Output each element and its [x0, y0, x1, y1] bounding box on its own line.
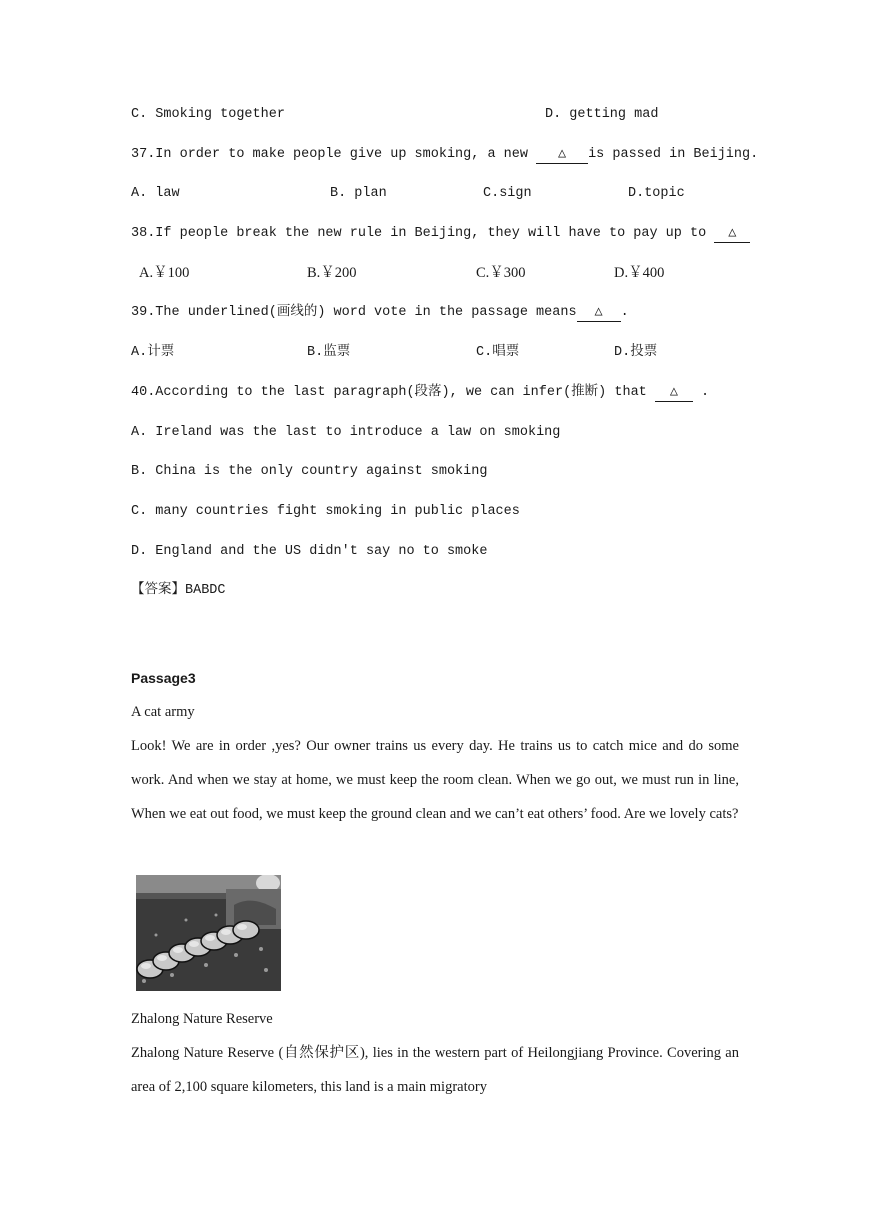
q39-stem-text: 39.The underlined(画线的) word vote in the passage means [131, 305, 577, 320]
answer-key: 【答案】BABDC [131, 583, 226, 598]
q38-option-c: C.￥300 [476, 265, 526, 281]
cat-army-photo [136, 875, 281, 991]
q40-option-c: C. many countries fight smoking in public places [131, 504, 520, 519]
q37-stem-text: 37.In order to make people give up smoking, a new [131, 147, 537, 162]
q39-stem [131, 304, 629, 322]
passage-title: A cat army [131, 704, 195, 720]
q39-option-a: A.计票 [131, 345, 175, 360]
q38-option-a: A.￥100 [139, 265, 190, 281]
q37-option-b: B. plan [330, 186, 387, 201]
q37-blank: △ [536, 147, 588, 164]
q39-blank: △ [577, 305, 621, 322]
q38-blank: △ [714, 226, 750, 243]
q37-option-d: D.topic [628, 186, 685, 201]
passage-heading: Passage3 [131, 670, 196, 686]
q36-option-c: C. Smoking together [131, 107, 285, 122]
q40-option-a: A. Ireland was the last to introduce a law on smoking [131, 425, 561, 440]
q40-option-b: B. China is the only country against smoking [131, 464, 488, 479]
q39-option-d: D.投票 [614, 345, 658, 360]
section-title-zhalong: Zhalong Nature Reserve [131, 1011, 273, 1027]
q40-blank: △ [655, 385, 693, 402]
passage-body: Look! We are in order ,yes? Our owner trains us every day. He trains us to catch mice and do some work. And when we stay at home, we must keep the room clean. When we go out, we must run in line, When we eat out food, we must keep the ground clean and we can’t eat others’ food. Are we lovely cats? [131, 738, 739, 822]
q39-option-b: B.监票 [307, 345, 351, 360]
q37-stem-end: is passed in Beijing. [588, 147, 759, 162]
q40-stem-end: . [692, 385, 710, 400]
q37-stem [131, 146, 758, 164]
q40-option-d: D. England and the US didn't say no to smoke [131, 544, 488, 559]
cat-army-photo-graphic [136, 875, 281, 991]
q40-stem-text: 40.According to the last paragraph(段落), we can infer(推断) that [131, 385, 655, 400]
q38-option-d: D.￥400 [614, 265, 665, 281]
q39-option-c: C.唱票 [476, 345, 520, 360]
q39-stem-end: . [620, 305, 629, 320]
q38-stem [131, 225, 750, 243]
section-body-zhalong: Zhalong Nature Reserve (自然保护区), lies in the western part of Heilongjiang Province. Covering an area of 2,100 square kilometers, this land is a main migratory [131, 1045, 739, 1095]
q37-option-c: C.sign [483, 186, 532, 201]
q36-option-d: D. getting mad [545, 107, 659, 122]
q38-stem-text: 38.If people break the new rule in Beijing, they will have to pay up to [131, 226, 715, 241]
q37-option-a: A. law [131, 186, 180, 201]
q38-option-b: B.￥200 [307, 265, 357, 281]
q40-stem [131, 384, 709, 402]
